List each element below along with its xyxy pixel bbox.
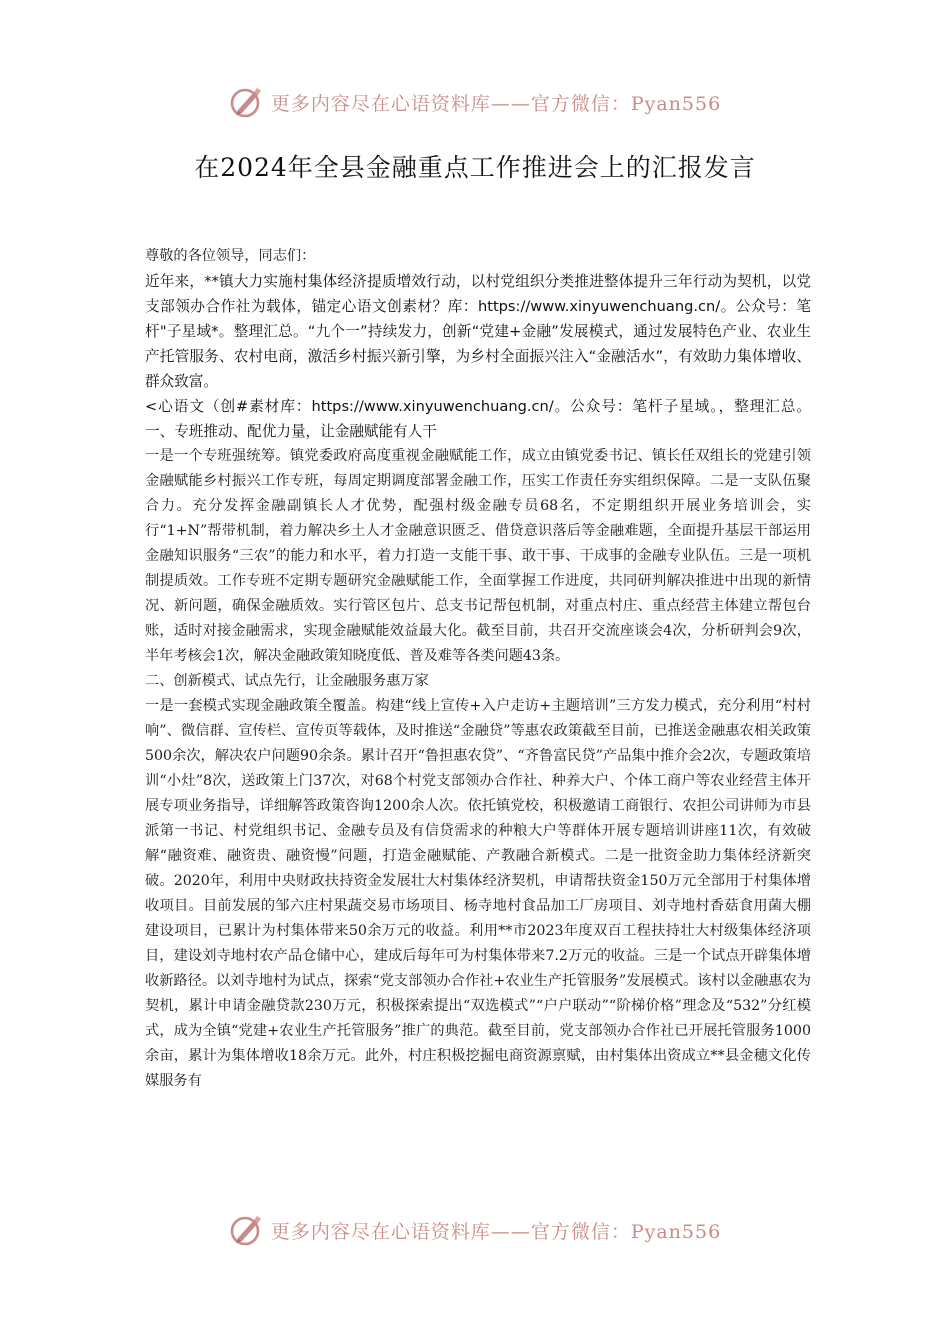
- section-one-heading: <心语文（创#素材库：https://www.xinyuwenchuang.cn/。公众号：笔杆子星域。，整理汇总。一、专班推动、配优力量，让金融赋能有人干: [145, 398, 811, 440]
- pen-logo-icon: [229, 1212, 265, 1248]
- watermark-text: 更多内容尽在心语资料库——官方微信：Pyan556: [270, 92, 722, 115]
- salutation: 尊敬的各位领导，同志们：: [145, 248, 316, 264]
- pen-logo-icon: [229, 84, 265, 120]
- section-two-body: 一是一套模式实现金融政策全覆盖。构建“线上宣传+入户走访+主题培训”三方发力模式，充分利用“村村响”、微信群、宣传栏、宣传页等载体，及时推送“金融贷”等惠农政策截至目前，已推送金融惠农相关政策500余次，解决农户问题90余条。累计召开“鲁担惠农贷”、“齐鲁富民贷”产品集中推介会2次，专题政策培训“小灶”8次，送政策上门37次，对68个村党支部领办合作社、种养大户、个体工商户等农业经营主体开展专项业务指导，详细解答政策咨询1200余人次。依托镇党校，积极邀请工商银行、农担公司讲师为市县派第一书记、村党组织书记、金融专员及有信贷需求的种粮大户等群体开展专题培训讲座11次，有效破解“融资难、融资贵、融资慢”问题，打造金融赋能、产教融合新模式。二是一批资金助力集体经济新突破。2020年，利用中央财政扶持资金发展壮大村集体经济契机，申请帮扶资金150万元全部用于村集体增收项目。目前发展的邹六庄村果蔬交易市场项目、杨寺地村食品加工厂房项目、刘寺地村香菇食用菌大棚建设项目，已累计为村集体带来50余万元的收益。利用**市2023年度双百工程扶持壮大村级集体经济项目，建设刘寺地村农产品仓储中心，建成后每年可为村集体带来7.2万元的收益。三是一个试点开辟集体增收新路径。以刘寺地村为试点，探索“党支部领办合作社+农业生产托管服务”发展模式。该村以金融惠农为契机，累计申请金融贷款230万元，积极探索提出“双选模式”“户户联动”“阶梯价格”理念及“532”分红模式，成为全镇“党建+农业生产托管服务”推广的典范。截至目前，党支部领办合作社已开展托管服务1000余亩，累计为集体增收18余万元。此外，村庄积极挖掘电商资源禀赋，由村集体出资成立**县金穗文化传媒服务有: [145, 698, 811, 1089]
- document-title: 在2024年全县金融重点工作推进会上的汇报发言: [194, 153, 756, 182]
- watermark-text: 更多内容尽在心语资料库——官方微信：Pyan556: [270, 1220, 722, 1243]
- watermark-banner-bottom: [0, 1208, 950, 1252]
- watermark-banner-top: [0, 80, 950, 124]
- section-two-heading: 二、创新模式、试点先行，让金融服务惠万家: [145, 673, 429, 689]
- intro-paragraph: 近年来，**镇大力实施村集体经济提质增效行动，以村党组织分类推进整体提升三年行动为契机，以党支部领办合作社为载体，锚定心语文创素材？库：https://www.xinyuwenchuang.cn/。公众号：笔杆"子星域*。整理汇总。“九个一”持续发力，创新“党建+金融”发展模式，通过发展特色产业、农业生产托管服务、农村电商，激活乡村振兴新引擎，为乡村全面振兴注入“金融活水”，有效助力集体增收、群众致富。: [145, 273, 811, 390]
- document-body: [145, 244, 811, 1094]
- section-one-body: 一是一个专班强统筹。镇党委政府高度重视金融赋能工作，成立由镇党委书记、镇长任双组长的党建引领金融赋能乡村振兴工作专班，每周定期调度部署金融工作，压实工作责任夯实组织保障。二是一支队伍聚合力。充分发挥金融副镇长人才优势，配强村级金融专员68名，不定期组织开展业务培训会，实行“1+N”帮带机制，着力解决乡土人才金融意识匮乏、借贷意识落后等金融难题，全面提升基层干部运用金融知识服务“三农”的能力和水平，着力打造一支能干事、敢干事、干成事的金融专业队伍。三是一项机制提质效。工作专班不定期专题研究金融赋能工作，全面掌握工作进度，共同研判解决推进中出现的新情况、新问题，确保金融质效。实行管区包片、总支书记帮包机制，对重点村庄、重点经营主体建立帮包台账，适时对接金融需求，实现金融赋能效益最大化。截至目前，共召开交流座谈会4次，分析研判会9次，半年考核会1次，解决金融政策知晓度低、普及难等各类问题43条。: [145, 448, 811, 664]
